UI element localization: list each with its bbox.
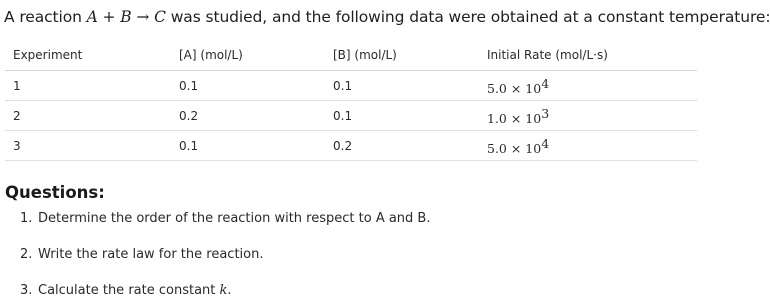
cell-rate [479, 101, 697, 131]
species-a: A [86, 8, 98, 26]
cell-conc-b: 0.1 [325, 101, 479, 131]
header-experiment: Experiment [5, 40, 171, 71]
cell-conc-b: 0.2 [325, 131, 479, 161]
rate-mantissa: 1.0 × 10 [487, 110, 542, 126]
species-b: B [120, 8, 132, 26]
intro-suffix: was studied, and the following data were obtained at a constant temperature: [165, 8, 770, 26]
table-row [5, 131, 697, 161]
questions-heading: Questions: [5, 183, 105, 202]
rate-mantissa: 5.0 × 10 [487, 140, 542, 156]
cell-rate [479, 131, 697, 161]
table-row [5, 71, 697, 101]
rate-constant-symbol: k [219, 283, 228, 298]
question-text [38, 283, 232, 298]
question-text: Write the rate law for the reaction. [38, 247, 264, 262]
cell-conc-a: 0.2 [171, 101, 325, 131]
question-number: 3. [20, 283, 33, 298]
question-number: 2. [20, 247, 33, 262]
header-conc-a: [A] (mol/L) [171, 40, 325, 71]
header-conc-b: [B] (mol/L) [325, 40, 479, 71]
reaction-arrow: → [131, 8, 155, 26]
table-row [5, 101, 697, 131]
cell-experiment: 2 [5, 101, 171, 131]
cell-conc-a: 0.1 [171, 71, 325, 101]
cell-conc-a: 0.1 [171, 131, 325, 161]
kinetics-data-table [5, 40, 697, 161]
header-initial-rate: Initial Rate (mol/L·s) [479, 40, 697, 71]
cell-rate [479, 71, 697, 101]
species-c: C [154, 8, 166, 26]
rate-exponent: 4 [541, 135, 550, 151]
plus-sign: + [97, 8, 121, 26]
cell-conc-b: 0.1 [325, 71, 479, 101]
problem-statement [4, 8, 770, 26]
intro-prefix: A reaction [4, 8, 87, 26]
cell-experiment: 3 [5, 131, 171, 161]
question-text-prefix: Calculate the rate constant [38, 283, 220, 298]
cell-experiment: 1 [5, 71, 171, 101]
rate-mantissa: 5.0 × 10 [487, 80, 542, 96]
question-number: 1. [20, 211, 33, 226]
rate-exponent: 4 [541, 75, 550, 91]
question-text: Determine the order of the reaction with respect to A and B. [38, 211, 431, 226]
table-header-row [5, 40, 697, 71]
question-text-suffix: . [227, 283, 232, 298]
rate-exponent: 3 [541, 105, 550, 121]
